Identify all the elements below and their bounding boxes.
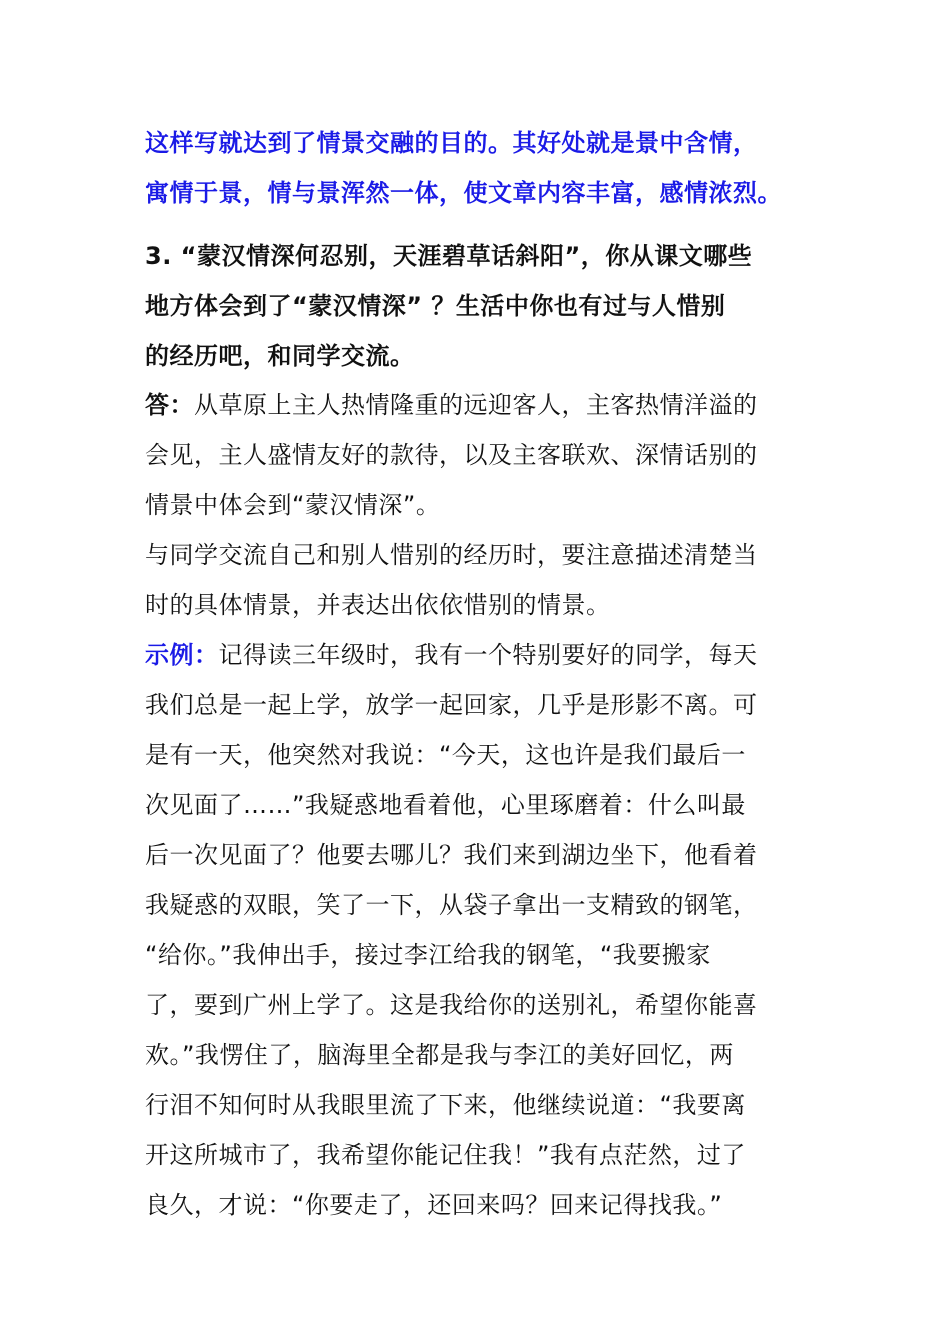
example-line-8: 了，要到广州上学了。这是我给你的送别礼，希望你能喜 bbox=[145, 991, 758, 1019]
example-line-11: 开这所城市了，我希望你能记住我！”我有点茫然，过了 bbox=[145, 1141, 746, 1169]
question-line-3: 的经历吧，和同学交流。 bbox=[145, 342, 415, 370]
example-line-1 bbox=[145, 640, 758, 670]
intro-line-1: 这样写就达到了情景交融的目的。其好处就是景中含情， bbox=[145, 129, 758, 157]
answer-line-4: 与同学交流自己和别人惜别的经历时，要注意描述清楚当 bbox=[145, 541, 758, 569]
answer-line-2: 会见，主人盛情友好的款待，以及主客联欢、深情话别的 bbox=[145, 441, 758, 469]
example-line-12: 良久，才说：“你要走了，还回来吗？回来记得找我。” bbox=[145, 1191, 723, 1219]
answer-text: 从草原上主人热情隆重的远迎客人，主客热情洋溢的 bbox=[194, 391, 758, 419]
example-line-2: 我们总是一起上学，放学一起回家，几乎是形影不离。可 bbox=[145, 691, 758, 719]
question-line-1: 3. “蒙汉情深何忍别，天涯碧草话斜阳”，你从课文哪些 bbox=[145, 242, 753, 270]
example-text: 记得读三年级时，我有一个特别要好的同学，每天 bbox=[218, 641, 758, 669]
example-line-4: 次见面了……”我疑惑地看着他，心里琢磨着：什么叫最 bbox=[145, 791, 746, 819]
question-line-2: 地方体会到了“蒙汉情深” ？生活中你也有过与人惜别 bbox=[145, 292, 726, 320]
example-line-7: “给你。”我伸出手，接过李江给我的钢笔，“我要搬家 bbox=[145, 941, 711, 969]
example-line-6: 我疑惑的双眼，笑了一下，从袋子拿出一支精致的钢笔， bbox=[145, 891, 758, 919]
answer-line-1 bbox=[145, 390, 758, 420]
example-line-5: 后一次见面了？他要去哪儿？我们来到湖边坐下，他看着 bbox=[145, 841, 758, 869]
answer-line-5: 时的具体情景，并表达出依依惜别的情景。 bbox=[145, 591, 611, 619]
example-line-3: 是有一天，他突然对我说：“今天，这也许是我们最后一 bbox=[145, 741, 746, 769]
answer-line-3: 情景中体会到“蒙汉情深”。 bbox=[145, 491, 441, 519]
answer-label: 答： bbox=[145, 391, 194, 419]
example-line-9: 欢。”我愣住了，脑海里全都是我与李江的美好回忆，两 bbox=[145, 1041, 734, 1069]
example-label: 示例： bbox=[145, 641, 219, 669]
intro-line-2: 寓情于景，情与景浑然一体，使文章内容丰富，感情浓烈。 bbox=[145, 179, 782, 207]
example-line-10: 行泪不知何时从我眼里流了下来，他继续说道：“我要离 bbox=[145, 1091, 746, 1119]
